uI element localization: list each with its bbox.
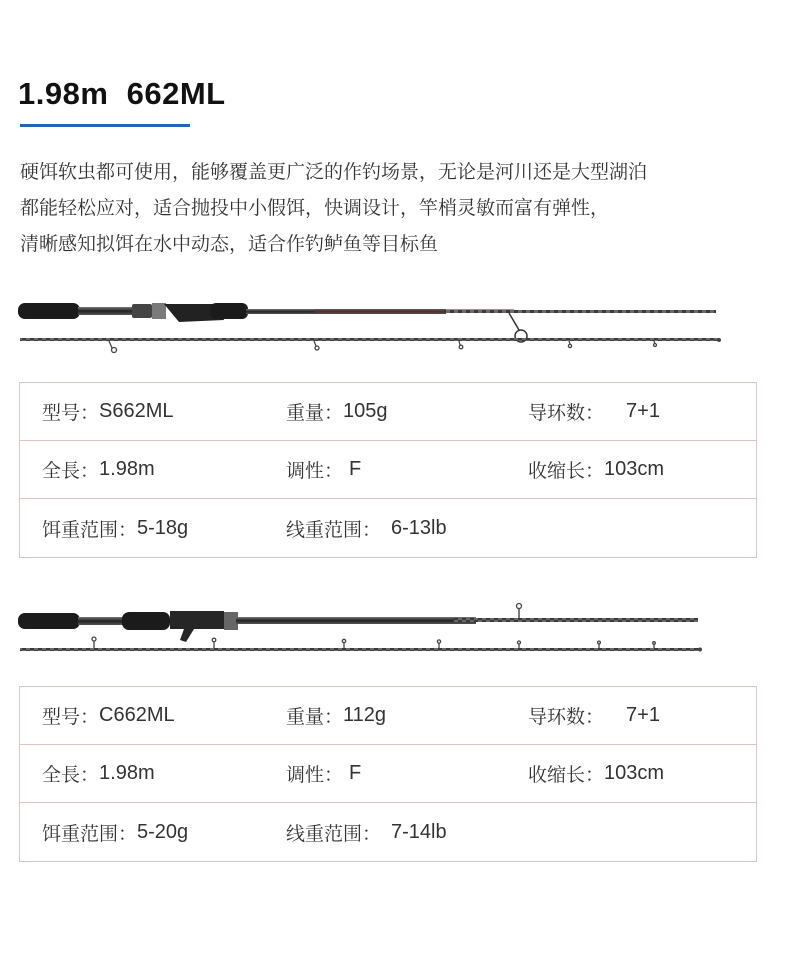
spec-lure-weight (20, 819, 286, 846)
spec-label: 饵重范围： (42, 822, 138, 845)
spec-value: 5-20g (137, 820, 189, 843)
rod-butt-section (18, 303, 716, 342)
spec-label: 导环数： (528, 706, 605, 728)
spinning-rod-illustration (14, 292, 730, 354)
spec-label: 饵重范围： (42, 518, 138, 541)
spec-line-weight (286, 515, 528, 542)
spec-value: 7+1 (626, 704, 660, 726)
spec-value: 7+1 (626, 400, 660, 422)
spec-value: C662ML (99, 704, 175, 726)
spec-guides (528, 398, 756, 425)
spec-row (20, 687, 756, 745)
spec-label: 重量： (286, 402, 344, 424)
product-description (20, 156, 780, 264)
spec-value: 7-14lb (391, 820, 447, 843)
spec-label: 导环数： (528, 402, 605, 424)
spec-value: 1.98m (99, 762, 155, 784)
spec-action (286, 760, 528, 787)
spec-label: 收缩长： (528, 764, 605, 786)
spec-closed-length (528, 760, 756, 787)
spec-label: 型号： (42, 402, 100, 424)
spec-value: 112g (343, 704, 387, 726)
spec-closed-length (528, 456, 756, 483)
spec-label: 线重范围： (286, 518, 382, 541)
spec-row (20, 745, 756, 803)
spec-value: 105g (343, 400, 388, 422)
description-line: 都能轻松应对，适合抛投中小假饵，快调设计，竿梢灵敏而富有弹性， (20, 197, 610, 219)
product-title: 1.98m 662ML (18, 76, 226, 111)
rod-tip-section (20, 338, 721, 353)
spec-value: F (349, 458, 362, 480)
spec-value: 103cm (604, 458, 665, 480)
spec-weight (286, 702, 528, 729)
description-line: 硬饵软虫都可使用，能够覆盖更广泛的作钓场景，无论是河川还是大型湖泊 (20, 161, 648, 183)
spec-value: S662ML (99, 400, 174, 422)
spec-label: 重量： (286, 706, 344, 728)
spec-line-weight (286, 819, 528, 846)
spec-guides (528, 702, 756, 729)
spec-value: F (349, 762, 362, 784)
spec-lure-weight (20, 515, 286, 542)
spec-model (20, 398, 286, 425)
spec-row (20, 441, 756, 499)
casting-rod-illustration (14, 596, 730, 660)
casting-spec-table (19, 686, 757, 862)
spec-value: 6-13lb (391, 516, 447, 539)
spec-label: 型号： (42, 706, 100, 728)
spec-row (20, 803, 756, 861)
description-line: 清晰感知拟饵在水中动态，适合作钓鲈鱼等目标鱼 (20, 233, 439, 255)
spec-value: 103cm (604, 762, 665, 784)
spec-label: 调性： (286, 460, 344, 482)
spec-action (286, 456, 528, 483)
rod-butt-section (18, 604, 698, 643)
spec-row (20, 383, 756, 441)
spec-label: 全長： (42, 764, 100, 786)
spec-length (20, 456, 286, 483)
spec-row (20, 499, 756, 557)
spec-weight (286, 398, 528, 425)
spec-label: 线重范围： (286, 822, 382, 845)
spec-label: 全長： (42, 460, 100, 482)
spec-value: 1.98m (99, 458, 155, 480)
rod-tip-section (20, 637, 702, 652)
spec-label: 收缩长： (528, 460, 605, 482)
spinning-spec-table (19, 382, 757, 558)
spec-value: 5-18g (137, 516, 189, 539)
spec-label: 调性： (286, 764, 344, 786)
title-underline (20, 124, 190, 127)
spec-model (20, 702, 286, 729)
spec-length (20, 760, 286, 787)
